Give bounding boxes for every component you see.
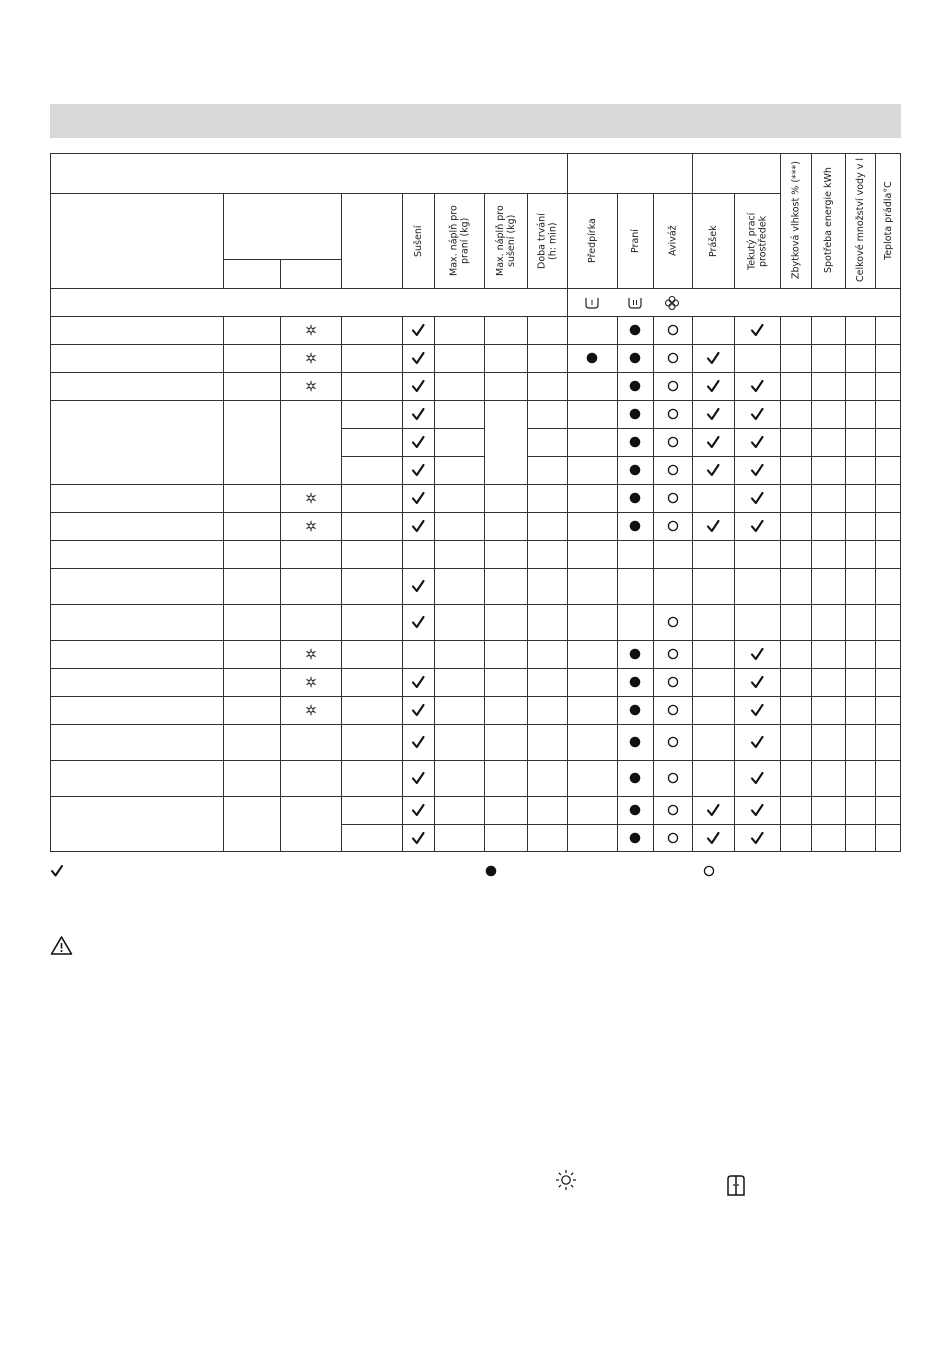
filled-dot-icon [629,520,641,532]
check-mark-icon [411,323,426,337]
check-mark-icon [411,703,426,717]
filled-dot-icon [629,324,641,336]
hollow-dot-icon [667,520,679,532]
hollow-dot-icon [667,704,679,716]
header-prewash: Předpírka [587,218,598,264]
check-mark-icon [750,831,765,845]
check-mark-icon [706,435,721,449]
header-max-wash-load: Max. náplň pro praní (kg) [448,205,471,277]
check-mark-icon [706,379,721,393]
header-duration: Doba trvání (h: min) [536,213,559,269]
filled-dot-icon [629,736,641,748]
check-mark-icon [750,323,765,337]
door-icon [726,1174,746,1197]
check-mark-icon [411,519,426,533]
check-mark-icon [411,435,426,449]
check-mark-icon [411,491,426,505]
filled-dot-icon [629,804,641,816]
check-mark-icon [750,803,765,817]
header-softener: Aviváž [667,225,679,257]
header-residual-moisture: Zbytková vlhkost % (***) [790,161,802,280]
check-mark-icon [750,675,765,689]
hollow-dot-icon [667,736,679,748]
check-mark-icon [750,647,765,661]
check-mark-icon [750,379,765,393]
hollow-dot-icon [667,832,679,844]
snowflake-icon [305,676,317,688]
check-mark-icon [411,407,426,421]
header-liquid-detergent: Tekutý prací prostředek [746,212,769,270]
filled-dot-icon [629,492,641,504]
hollow-dot-icon [667,492,679,504]
filled-dot-icon [629,380,641,392]
snowflake-icon [305,520,317,532]
hollow-dot-icon [667,464,679,476]
compartment-2-icon [627,296,643,310]
check-mark-icon [706,803,721,817]
snowflake-icon [305,492,317,504]
compartment-1-icon [584,296,600,310]
hollow-dot-icon [667,380,679,392]
filled-dot-icon [586,352,598,364]
snowflake-icon [305,324,317,336]
header-powder: Prášek [708,225,719,257]
check-mark-icon [750,703,765,717]
check-mark-icon [411,675,426,689]
check-mark-icon [706,407,721,421]
sun-icon [555,1169,577,1191]
snowflake-icon [305,380,317,392]
filled-dot-icon [629,676,641,688]
hollow-dot-icon [667,804,679,816]
check-mark-icon [750,771,765,785]
check-mark-icon [411,379,426,393]
hollow-dot-icon [667,324,679,336]
filled-dot-icon [629,648,641,660]
header-max-dry-load: Max. náplň pro sušení (kg) [495,205,517,277]
legend-hollow-dot-icon [703,865,715,877]
check-mark-icon [750,463,765,477]
check-mark-icon [706,463,721,477]
check-mark-icon [411,351,426,365]
header-water: Celkové množství vody v l [855,158,866,283]
filled-dot-icon [629,772,641,784]
check-mark-icon [411,831,426,845]
check-mark-icon [411,803,426,817]
legend-filled-dot-icon [485,865,497,877]
check-mark-icon [411,735,426,749]
header-drying: Sušení [413,225,424,257]
check-mark-icon [706,519,721,533]
hollow-dot-icon [667,352,679,364]
hollow-dot-icon [667,436,679,448]
check-mark-icon [411,771,426,785]
header-laundry-temperature: Teplota prádla°C [883,181,894,260]
softener-flower-icon [664,295,680,311]
check-mark-icon [750,519,765,533]
hollow-dot-icon [667,616,679,628]
filled-dot-icon [629,408,641,420]
hollow-dot-icon [667,408,679,420]
filled-dot-icon [629,436,641,448]
hollow-dot-icon [667,772,679,784]
check-mark-icon [411,615,426,629]
snowflake-icon [305,704,317,716]
filled-dot-icon [629,464,641,476]
header-energy: Spotřeba energie kWh [823,167,834,274]
check-mark-icon [750,491,765,505]
check-mark-icon [750,407,765,421]
filled-dot-icon [629,352,641,364]
check-mark-icon [706,831,721,845]
check-mark-icon [750,735,765,749]
check-mark-icon [411,463,426,477]
legend-check-icon [50,864,64,878]
filled-dot-icon [629,704,641,716]
check-mark-icon [750,435,765,449]
filled-dot-icon [629,832,641,844]
snowflake-icon [305,648,317,660]
check-mark-icon [411,579,426,593]
snowflake-icon [305,352,317,364]
hollow-dot-icon [667,648,679,660]
header-wash: Praní [630,229,641,253]
hollow-dot-icon [667,676,679,688]
check-mark-icon [706,351,721,365]
warning-triangle-icon [50,935,73,956]
